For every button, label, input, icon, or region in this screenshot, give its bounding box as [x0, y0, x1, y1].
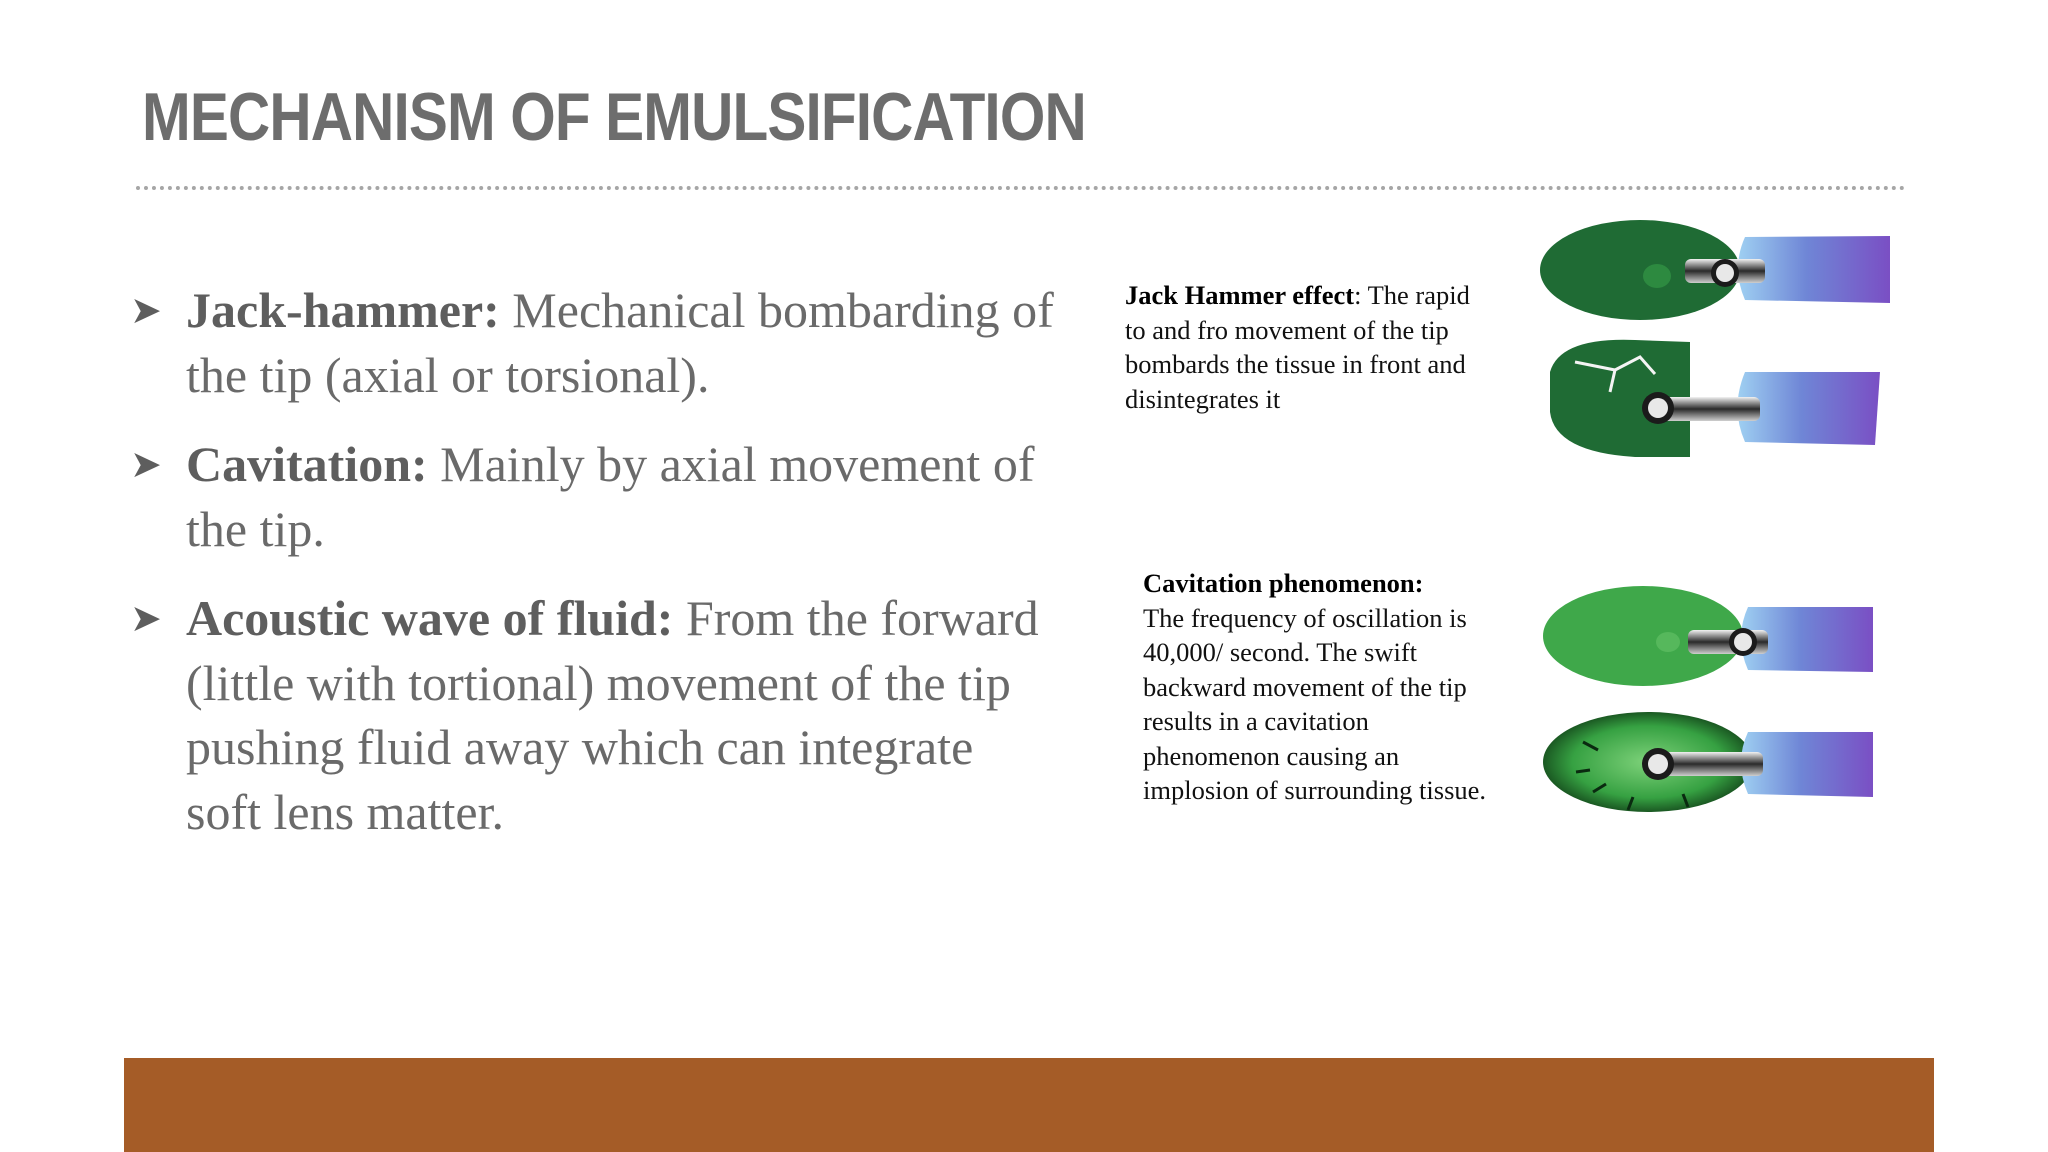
- caption-text: The frequency of oscillation is 40,000/ second. The swift backward movement of the tip results in a cavitation phenomenon causing an implosion of surrounding tissue.: [1143, 602, 1487, 805]
- bullet-arrow-icon: ➤: [130, 596, 162, 640]
- title-divider: [136, 186, 1906, 190]
- bullet-arrow-icon: ➤: [130, 288, 162, 332]
- caption-term: Cavitation phenomenon:: [1143, 568, 1424, 598]
- footer-bar: [124, 1058, 1934, 1152]
- bullet-text: Mechanical bombarding of the tip (axial or torsional).: [186, 282, 1054, 403]
- bullet-text: Mainly by axial movement of the tip.: [186, 436, 1035, 557]
- bullet-text: From the forward (little with tortional) movement of the tip pushing fluid away which can integrate soft lens matter.: [186, 590, 1039, 840]
- bullet-term: Cavitation:: [186, 436, 428, 492]
- bullet-jack-hammer: [130, 278, 1060, 407]
- bullet-acoustic-wave: [130, 586, 1060, 844]
- caption-term: Jack Hammer effect: [1125, 280, 1355, 310]
- jack-hammer-caption: [1125, 278, 1475, 416]
- bullet-term: Jack-hammer:: [186, 282, 500, 338]
- bullet-cavitation: [130, 432, 1060, 561]
- bullet-arrow-icon: ➤: [130, 442, 162, 486]
- cavitation-caption: [1143, 566, 1488, 808]
- caption-text: : The rapid to and fro movement of the tip bombards the tissue in front and disintegrates it: [1125, 280, 1470, 414]
- slide-title: MECHANISM OF EMULSIFICATION: [142, 79, 1086, 155]
- cavitation-illustration: [1538, 572, 1898, 837]
- jack-hammer-illustration: [1535, 212, 1895, 482]
- bullet-term: Acoustic wave of fluid:: [186, 590, 674, 646]
- bullet-list: [130, 278, 1060, 869]
